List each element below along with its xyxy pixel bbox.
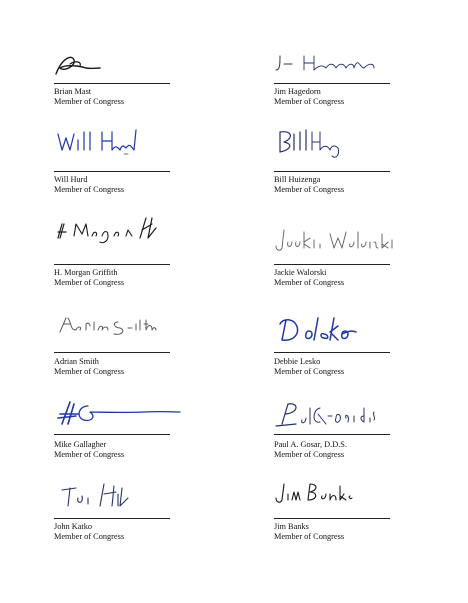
signatory-title: Member of Congress xyxy=(54,97,125,106)
signature-line xyxy=(274,352,390,353)
signature-line xyxy=(54,352,170,353)
signatory-title: Member of Congress xyxy=(274,450,345,459)
signatory-title: Member of Congress xyxy=(274,97,345,106)
signature-paul-gosar xyxy=(276,398,426,446)
signature-line xyxy=(274,171,390,172)
signature-line xyxy=(54,264,170,265)
signature-john-katko xyxy=(60,476,210,524)
signatory-title: Member of Congress xyxy=(274,532,345,541)
signatory-name: Will Hurd xyxy=(54,175,88,184)
signatory-title: Member of Congress xyxy=(274,278,345,287)
signatory-title: Member of Congress xyxy=(54,278,125,287)
signatory-title: Member of Congress xyxy=(54,185,125,194)
signature-line xyxy=(54,434,170,435)
signatory-name: Mike Gallagher xyxy=(54,440,107,449)
signatory-name: John Katko xyxy=(54,522,93,531)
signature-line xyxy=(54,518,170,519)
signatory-name: Paul A. Gosar, D.D.S. xyxy=(274,440,347,449)
signature-line xyxy=(274,518,390,519)
signatory-title: Member of Congress xyxy=(274,367,345,376)
signature-line xyxy=(54,171,170,172)
signatory-name: Jim Hagedorn xyxy=(274,87,321,96)
signatory-name: Bill Huizenga xyxy=(274,175,321,184)
signatory-title: Member of Congress xyxy=(54,532,125,541)
signature-line xyxy=(274,264,390,265)
signatory-title: Member of Congress xyxy=(54,367,125,376)
signature-adrian-smith xyxy=(56,308,206,356)
signatory-name: Debbie Lesko xyxy=(274,357,321,366)
signature-brian-mast xyxy=(52,38,202,86)
signatory-title: Member of Congress xyxy=(54,450,125,459)
signature-jim-banks xyxy=(276,476,426,524)
signature-bill-huizenga xyxy=(276,124,426,172)
signatory-name: H. Morgan Griffith xyxy=(54,268,118,277)
signature-line xyxy=(274,83,390,84)
signatory-title: Member of Congress xyxy=(274,185,345,194)
signatory-name: Adrian Smith xyxy=(54,357,99,366)
signatory-name: Jackie Walorski xyxy=(274,268,327,277)
signature-line xyxy=(274,434,390,435)
signatory-name: Jim Banks xyxy=(274,522,309,531)
signature-jackie-walorski xyxy=(274,222,424,270)
signature-h-morgan-griffith xyxy=(56,214,206,262)
signatory-name: Brian Mast xyxy=(54,87,92,96)
signature-will-hurd xyxy=(56,126,206,174)
signature-line xyxy=(54,83,170,84)
